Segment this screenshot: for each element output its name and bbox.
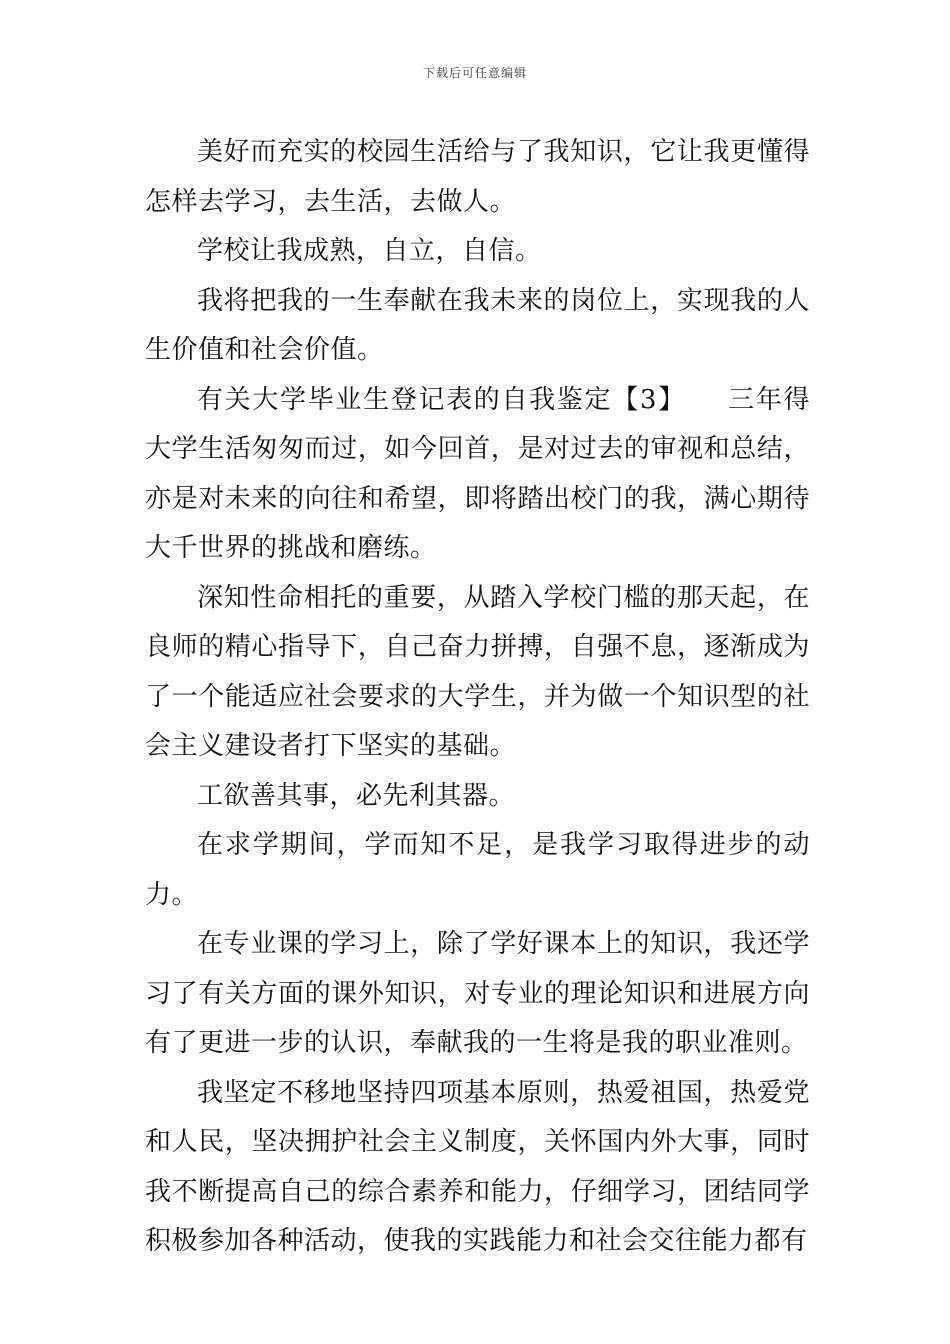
paragraph: 在求学期间，学而知不足，是我学习取得进步的动力。: [145, 830, 810, 910]
paragraph: 美好而充实的校园生活给与了我知识，它让我更懂得怎样去学习，去生活，去做人。: [145, 137, 810, 217]
paragraph: 工欲善其事，必先利其器。: [197, 780, 516, 811]
header-note: 下载后可任意编辑: [422, 66, 527, 80]
paragraph: 我坚定不移地坚持四项基本原则，热爱祖国，热爱党和人民，坚决拥护社会主义制度，关怀国内外大事，同时我不断提高自己的综合素养和能力，仔细学习，团结同学积极参加各种活动，使我的实践能力和社会交往能力都有: [145, 1077, 810, 1256]
paragraph: 在专业课的学习上，除了学好课本上的知识，我还学习了有关方面的课外知识，对专业的理论知识和进展方向有了更进一步的认识，奉献我的一生将是我的职业准则。: [145, 929, 810, 1058]
paragraph: 我将把我的一生奉献在我未来的岗位上，实现我的人生价值和社会价值。: [145, 285, 810, 365]
document-body: [145, 128, 810, 1267]
paragraph: 深知性命相托的重要，从踏入学校门槛的那天起，在良师的精心指导下，自己奋力拼搏，自强不息，逐渐成为了一个能适应社会要求的大学生，并为做一个知识型的社会主义建设者打下坚实的基础。: [145, 582, 810, 761]
paragraph: 有关大学毕业生登记表的自我鉴定【3】 三年得大学生活匆匆而过，如今回首，是对过去的审视和总结，亦是对未来的向往和希望，即将踏出校门的我，满心期待大千世界的挑战和磨练。: [145, 384, 810, 563]
paragraph: 学校让我成熟，自立，自信。: [197, 236, 542, 266]
